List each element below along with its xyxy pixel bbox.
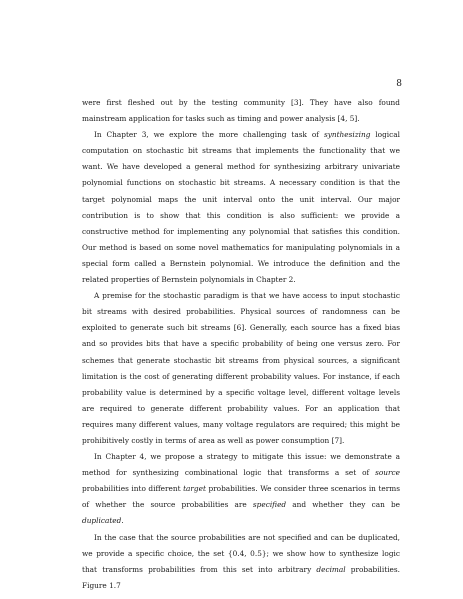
text-segment: probabilities into different — [82, 484, 184, 494]
emphasized-text: decimal — [316, 564, 346, 574]
text-segment: In Chapter 3, we explore the more challenging task of — [94, 130, 324, 140]
text-segment: A premise for the stochastic paradigm is that we have access to input stochastic bit streams with desired probabilities. Physical sources of randomness can be exploited to generate such bit streams [6]. Generally, each source has a fixed bias and so provides bits that have a specific probability of being one versus zero. For schemes that generate stochastic bit streams from physical sources, a significant limitation is the cost of generating different probability values. For instance, if each probability value is determined by a specific voltage level, different voltage levels are required to generate different probability values. For an application that requires many different values, many voltage regulators are required; this might be prohibitively costly in terms of area as well as power consumption [7]. — [82, 291, 400, 445]
text-segment: In the case that the source probabilities are not specified and can be duplicated, we provide a specific choice, the set {0.4, 0.5}; we show how to synthesize logic that transforms probabilities from this set into arbitrary — [82, 532, 400, 574]
text-segment: were first fleshed out by the testing community [3]. They have also found mainstream application for tasks such as timing and power analysis [4, 5]. — [82, 98, 400, 124]
text-segment: and whether they can be — [286, 500, 400, 510]
paragraph — [82, 288, 400, 449]
paragraph — [82, 127, 400, 288]
emphasized-text: specified — [252, 500, 287, 510]
paragraph — [82, 449, 400, 529]
text-segment: logical computation on stochastic bit streams that implements the functionality that we want. We have developed a general method for synthesizing arbitrary univariate polynomial functions on stochastic bit streams. A necessary condition is that the target polynomial maps the unit interval onto the unit interval. Our major contribution is to show that this condition is also sufficient: we provide a constructive method for implementing any polynomial that satisfies this condition. Our method is based on some novel mathematics for manipulating polynomials in a special form called a Bernstein polynomial. We introduce the definition and the related properties of Bernstein polynomials in Chapter 2. — [82, 130, 400, 285]
text-segment: probabilities. We consider three scenarios in terms of whether the source probabilities are — [82, 484, 400, 510]
page-number: 8 — [396, 79, 402, 89]
paragraph — [82, 530, 400, 594]
text-segment: probabilities. Figure 1.7 — [82, 564, 400, 590]
emphasized-text: source — [375, 468, 400, 478]
body-text — [82, 95, 400, 594]
text-segment: In Chapter 4, we propose a strategy to mitigate this issue: we demonstrate a method for synthesizing combinational logic that transforms a set of — [82, 452, 400, 478]
emphasized-text: target — [183, 484, 206, 494]
emphasized-text: duplicated — [82, 516, 122, 526]
text-segment: . — [121, 516, 124, 526]
paragraph — [82, 95, 400, 127]
emphasized-text: synthesizing — [323, 130, 371, 140]
